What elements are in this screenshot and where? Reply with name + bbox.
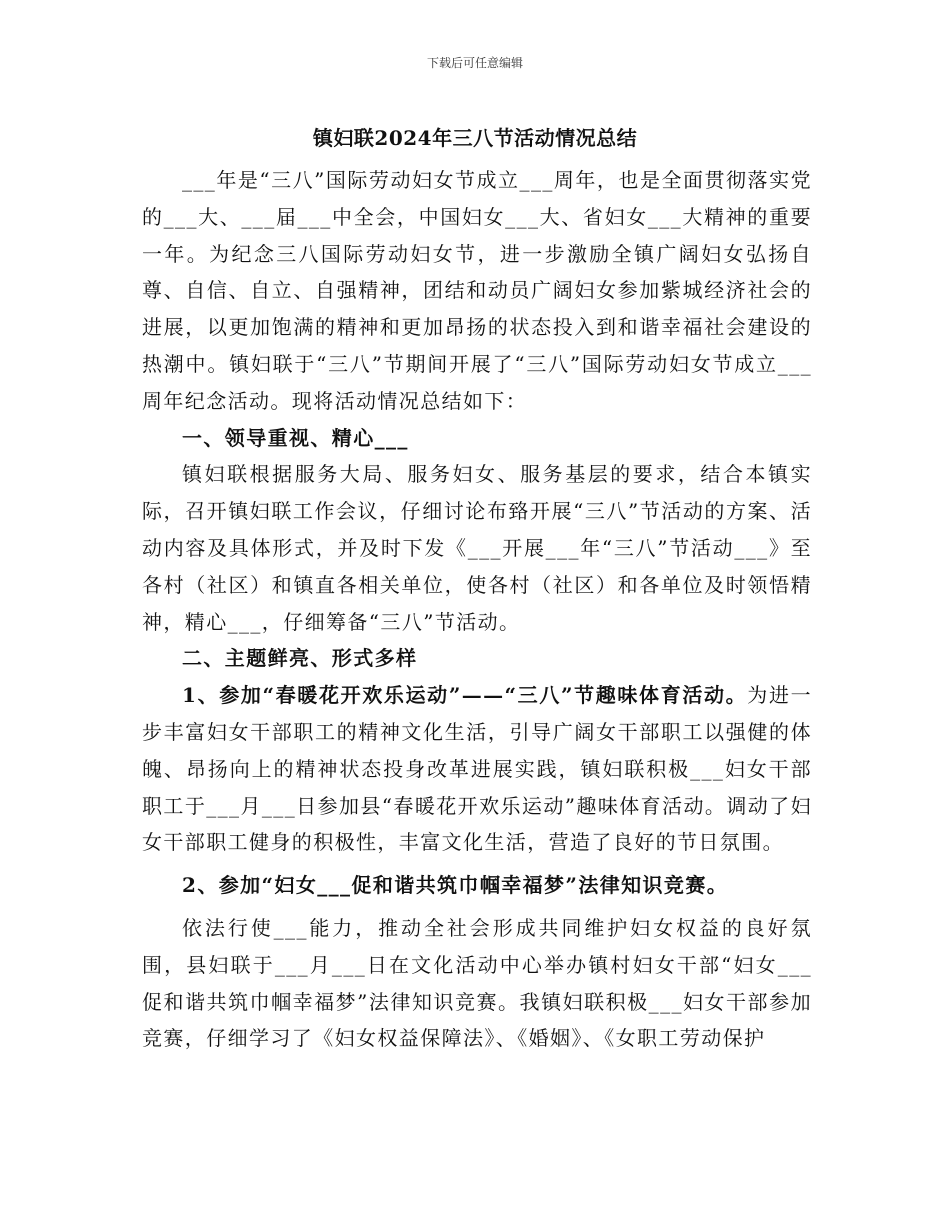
item-2-heading: 2、参加“妇女___促和谐共筑巾帼幸福梦”法律知识竞赛。 (182, 873, 729, 898)
section-1-paragraph: 镇妇联根据服务大局、服务妇女、服务基层的要求，结合本镇实际，召开镇妇联工作会议，仔细讨论布臵开展“三八”节活动的方案、活动内容及具体形式，并及时下发《___开展___年“三八”节活动___》至各村（社区）和镇直各相关单位，使各村（社区）和各单位及时领悟精神，精心___，仔细筹备“三八”节活动。 (142, 462, 812, 634)
intro-paragraph: ___年是“三八”国际劳动妇女节成立___周年，也是全面贯彻落实党的___大、___届___中全会，中国妇女___大、省妇女___大精神的重要一年。为纪念三八国际劳动妇女节，进一步激励全镇广阔妇女弘扬自尊、自信、自立、自强精神，团结和动员广阔妇女参加紫城经济社会的进展，以更加饱满的精神和更加昂扬的状态投入到和谐幸福社会建设的热潮中。镇妇联于“三八”节期间开展了“三八”国际劳动妇女节成立___周年纪念活动。现将活动情况总结如下： (142, 168, 812, 413)
item-1-heading: 1、参加“春暖花开欢乐运动”——“三八”节趣味体育活动。 (182, 683, 748, 708)
section-heading-2: 二、主题鲜亮、形式多样 (182, 646, 418, 671)
item-1-paragraph (142, 677, 812, 861)
item-1-text: 为进一步丰富妇女干部职工的精神文化生活，引导广阔女干部职工以强健的体魄、昂扬向上的精神状态投身改革进展实践，镇妇联积极___妇女干部职工于___月___日参加县“春暖花开欢乐运动”趣味体育活动。调动了妇女干部职工健身的积极性，丰富文化生活，营造了良好的节日氛围。 (142, 683, 812, 855)
item-2-paragraph: 依法行使___能力，推动全社会形成共同维护妇女权益的良好氛围，县妇联于___月___日在文化活动中心举办镇村妇女干部“妇女___促和谐共筑巾帼幸福梦”法律知识竞赛。我镇妇联积极___妇女干部参加竞赛，仔细学习了《妇女权益保障法》、《婚姻》、《女职工劳动保护 (142, 915, 812, 1051)
page-header-note: 下载后可任意编辑 (426, 56, 523, 70)
document-title: 镇妇联2024年三八节活动情况总结 (312, 126, 638, 150)
section-heading-1: 一、领导重视、精心___ (182, 425, 409, 450)
document-body (142, 162, 812, 1057)
